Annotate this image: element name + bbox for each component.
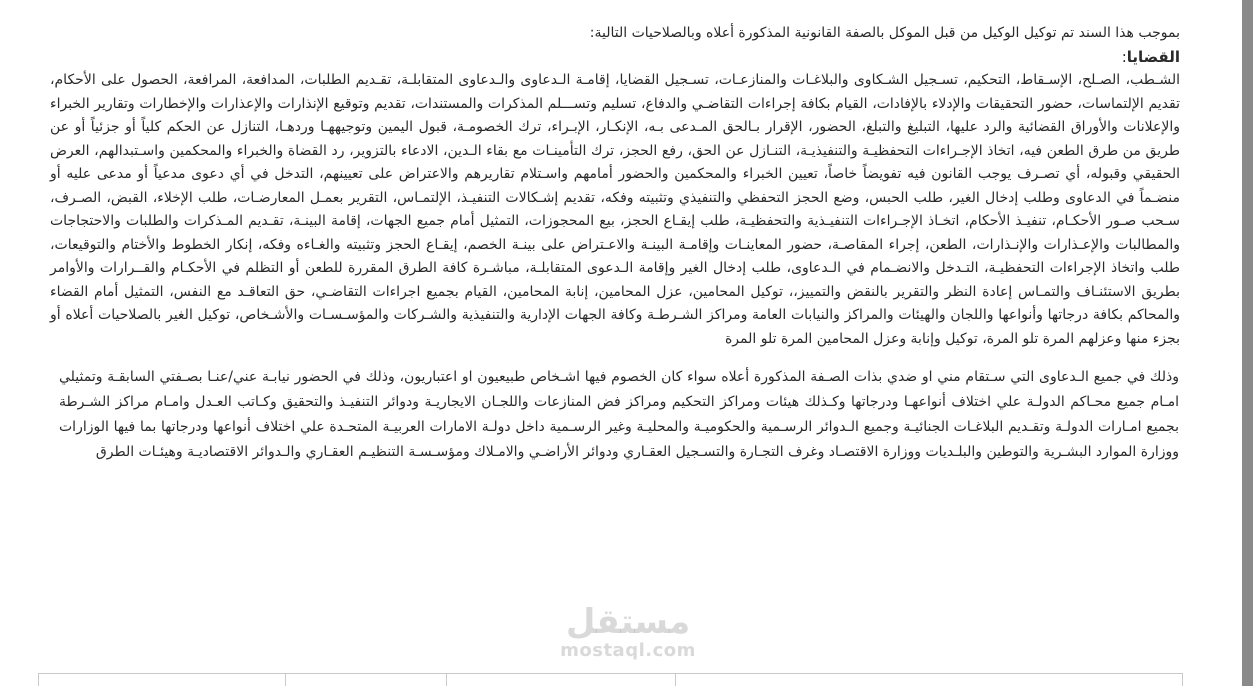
vertical-scrollbar[interactable] [1242,0,1253,686]
table-column-divider [285,674,286,686]
section-heading [50,46,1180,70]
watermark-arabic: مستقل [565,602,691,642]
section-heading-colon: : [1121,47,1127,66]
document-body [50,22,1180,465]
section-heading-text: القضايا [1126,47,1180,66]
table-column-divider [446,674,447,686]
watermark-latin: mostaql.com [560,640,696,661]
table-column-divider [675,674,676,686]
watermark-logo [548,603,708,673]
cases-paragraph: الشـطب، الصـلح، الإسـقاط، التحكيم، تسـجيل الشـكاوى والبلاغـات والمنازعـات، تسـجيل القضايا، إقامـة الـدعاوى والـدعاوى المتقابلـة، تقـديم الطلبات، المدافعة، المرافعة، الحصول على الأحكام، تقديم الإلتماسات، حضور التحقيقات والإدلاء بالإفادات، القيام بكافة إجراءات التقاضـي والدفاع، تسليم وتســـلم المذكرات والمستندات، تقديم وتوقيع الإنذارات والإعذارات والإخطارات وتقارير الخبراء والإعلانات والأوراق القضائية والرد عليها، التبليغ والتبلغ، الحضور، الإقرار بـالحق المـدعى بـه، الإنكـار، الإبـراء، ترك الخصومـة، قبول اليمين وتوجيههـا وردهـا، التنازل عن الحكم كلياً أو جزئياً أو عن طريق من طرق الطعن فيه، اتخاذ الإجـراءات التحفظيـة والتنفيذيـة، التنـازل عن الحق، رفع الحجز، ترك التأمينـات مع بقاء الـدين، الادعاء بالتزوير، رد القضاة والخبراء والمحكمين واسـتبدالهم، العرض الحقيقي وقبوله، أي تصـرف يوجب القانون فيه تفويضاً خاصاً، تعيين الخبراء والمحكمين والحضور أمامهم واسـتلام تقاريرهم والاعتراض على تعيينهم، التدخل في أي دعوى مدعياً أو مدعى عليه أو منضـماً في الدعاوى وطلب إدخال الغير، طلب الحبس، وضع الحجز التحفظي والتنفيذي وتثبيته وفكه، تقديم إشـكالات التنفيـذ، الإلتمـاس، التقرير بعمـل المعارضـات، طلب الإخلاء، القبض، الصـرف، سـحب صـور الأحكـام، تنفيـذ الأحكام، اتخـاذ الإجـراءات التنفيـذية والتحفظيـة، طلب إيقـاع الحجز، بيع المحجوزات، التمثيل أمام جميع الجهات، إقامة البينـة، تقـديم المـذكرات والطلبات والاحتجاجات والمطالبات والإعـذارات والإنـذارات، الطعن، إجراء المقاصـة، حضور المعاينـات وإقامـة البينـة والاعـتراض على بينـة الخصم، إيقـاع الحجز وتثبيته والغـاءه وفكه، إنكار الخطوط والأختام والتوقيعات، طلب واتخاذ الإجراءات التحفظيـة، التـدخل والانضـمام في الـدعاوى، طلب إدخال الغير وإقامة الـدعوى المتقابلـة، مباشـرة كافة الطرق المقررة للطعن أو التظلم في الأحكـام والقــرارات والأوامر بطريق الاستئنـاف والتمـاس إعادة النظر والتقرير بالنقض والتمييز،، توكيل المحامين، عزل المحامين، إنابة المحامين، القيام بجميع اجراءات التقاضـي، حق التعاقـد مع النفس، التمثيل أمام القضاء والمحاكم بكافة درجاتها وأنواعها واللجان والهيئات والمراكز والنيابات العامة ومراكز الشـرطـة وكافة الجهات الإدارية والتنفيذية والشـركات والمؤسـسـات والأشـخاص، توكيل الغير بالصلاحيات أعلاه أو بجزء منها وعزلهم المرة تلو المرة، توكيل وإنابة وعزل المحامين المرة تلو المرة [50,72,1180,347]
representation-paragraph: وذلك في جميع الـدعاوى التي سـتقام مني او ضدي بذات الصـفة المذكورة أعلاه سواء كان الخصوم فيها اشـخاص طبيعيون او اعتباريون، وذلك في الحضور نيابـة عني/عنـا بصـفتي السابقـة وتمثيلي امـام جميع محـاكم الدولـة علي اختلاف أنواعهـا ودرجاتها وكـذلك هيئات ومراكز التحكيم ومراكز فض المنازعات واللجـان الايجاريـة ودوائر التنفيـذ والتحقيق وكـاتب العـدل وامـام مراكز الشـرطة بجميع امـارات الدولـة وتقـديم البلاغـات الجنائيـة وجميع الـدوائر الرسـمية والحكوميـة والمحليـة وغير الرسـمية داخل دولـة الامارات العربيـة المتحـدة علي اختلاف أنواعها ودرجاتها بما فيها الوزارات ووزارة الموارد البشـرية والتوطين والبلـديات ووزارة الاقتصـاد وغرف التجـارة والتسـجيل العقـاري ودوائر الأراضـي والامـلاك ومؤسـسـة التنظيـم العقـاري والـدوائر الاقتصاديـة وهيئـات الطرق [59,369,1179,460]
intro-line: بموجب هذا السند تم توكيل الوكيل من قبل الموكل بالصفة القانونية المذكورة أعلاه وبالصلاحيات التالية: [589,25,1180,41]
table-header-edge [38,673,1183,686]
